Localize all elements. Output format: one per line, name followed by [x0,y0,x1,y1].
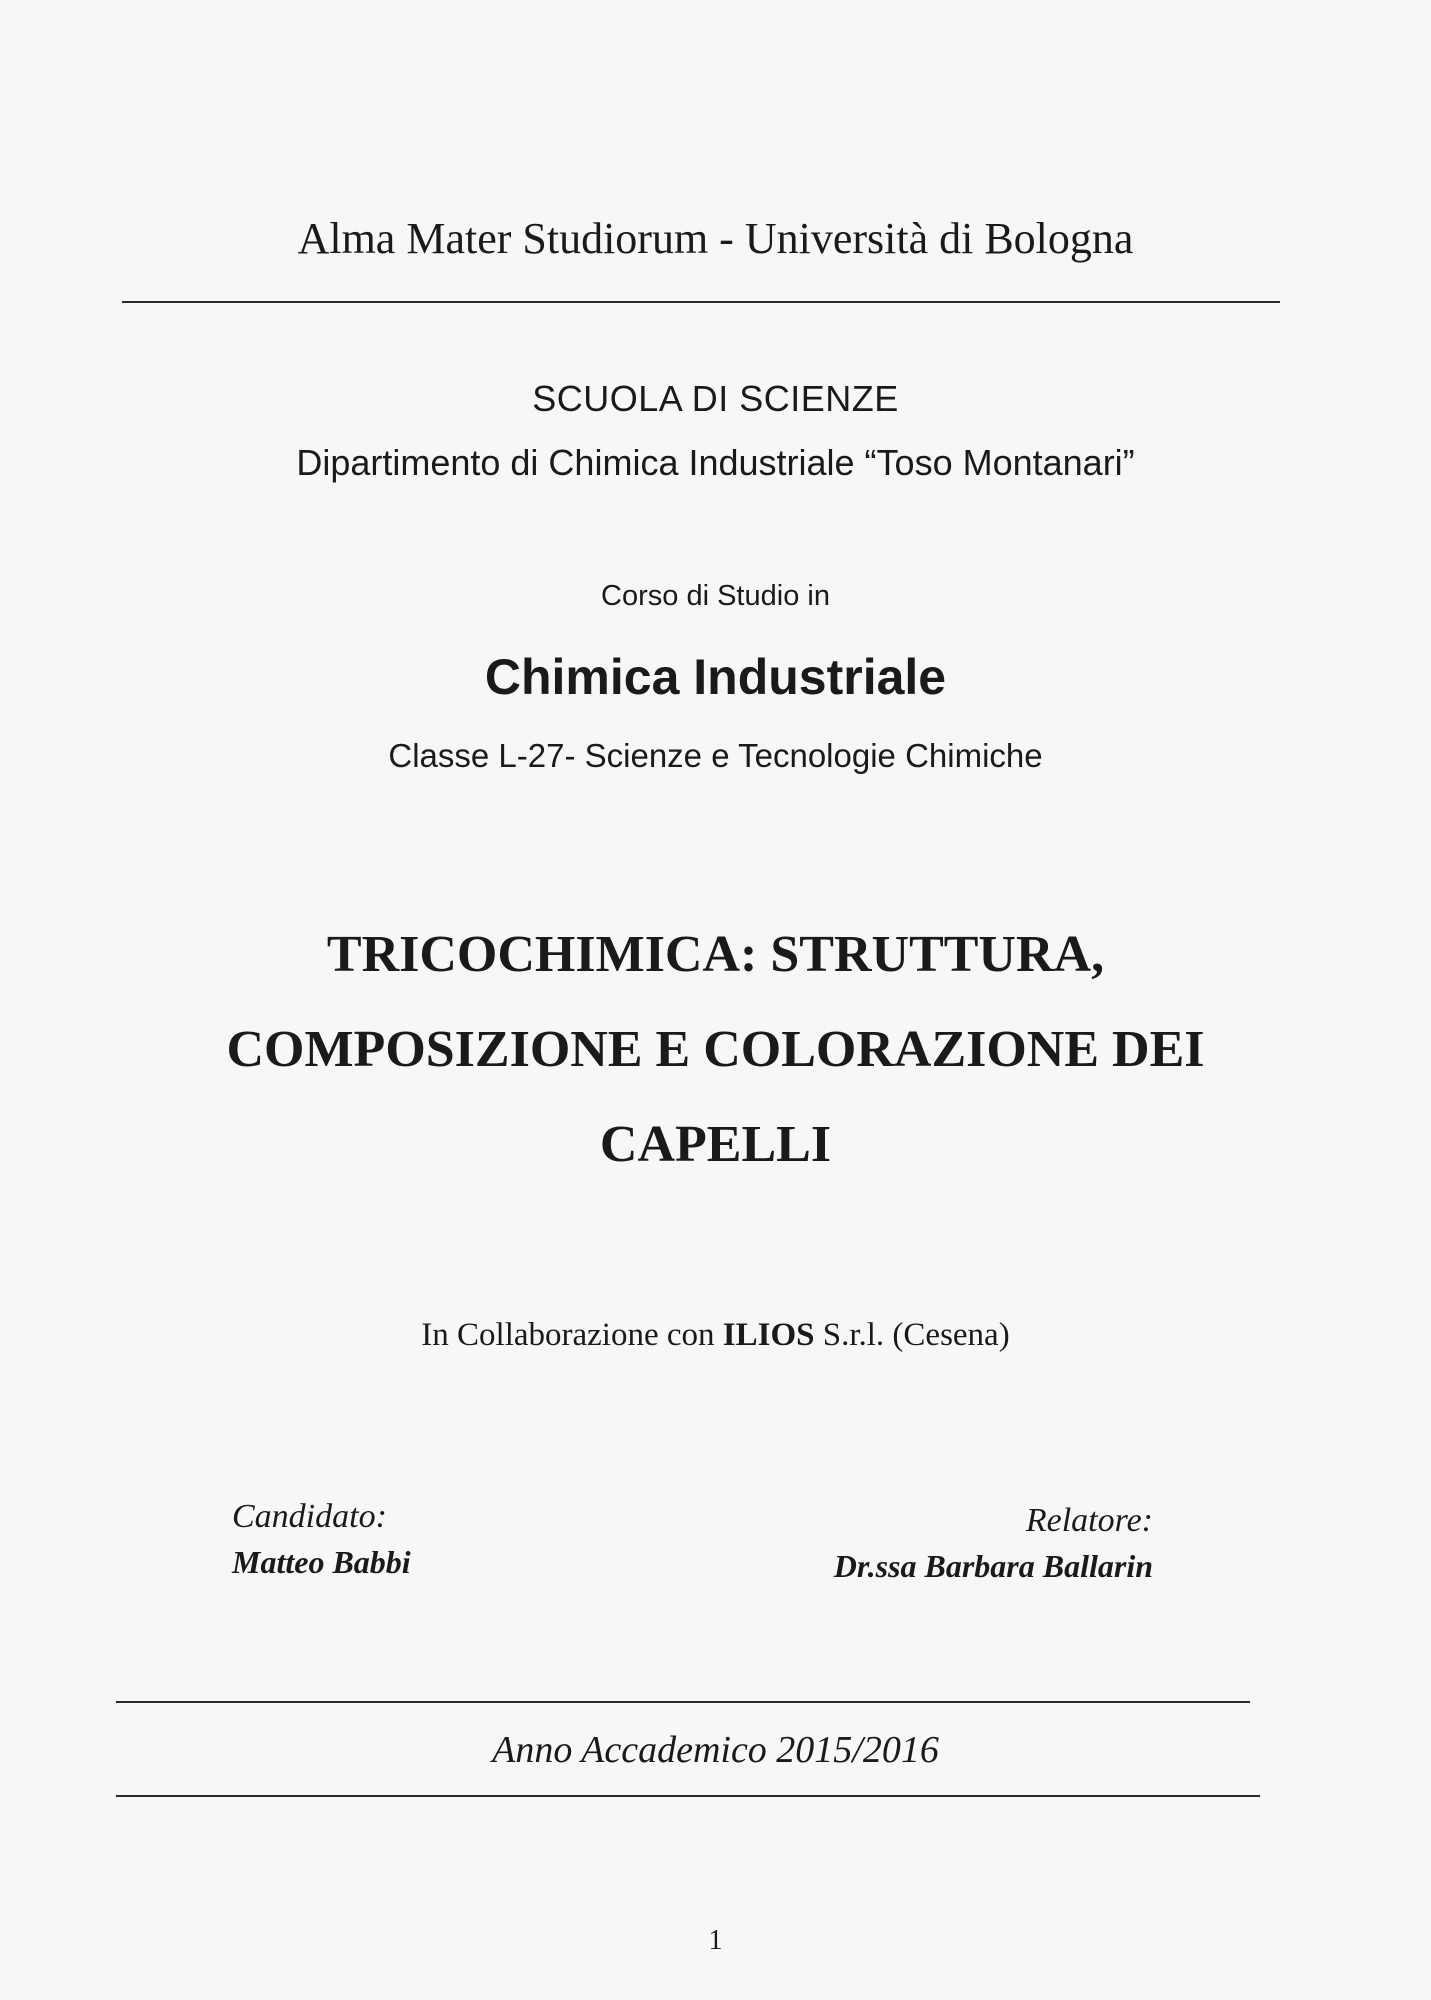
header-divider [122,301,1280,303]
course-class: Classe L-27- Scienze e Tecnologie Chimiche [388,737,1043,774]
thesis-title-line-1: TRICOCHIMICA: STRUTTURA, [326,926,1105,983]
collaboration-company: ILIOS [722,1317,815,1353]
page-number: 1 [708,1925,723,1956]
collaboration-suffix: S.r.l. (Cesena) [814,1317,1010,1353]
footer-divider-top [116,1701,1250,1703]
candidate-name: Matteo Babbi [232,1544,411,1580]
academic-year: Anno Accademico 2015/2016 [492,1729,939,1771]
collaboration-prefix: In Collaborazione con [421,1317,723,1353]
course-name: Chimica Industriale [484,649,947,705]
supervisor-name: Dr.ssa Barbara Ballarin [833,1548,1153,1584]
footer-divider-bottom [116,1795,1260,1797]
school-name: SCUOLA DI SCIENZE [532,378,899,419]
department-name: Dipartimento di Chimica Industriale “Toso Montanari” [296,442,1135,483]
thesis-title-line-2: COMPOSIZIONE E COLORAZIONE DEI [226,1021,1205,1078]
thesis-title-line-3: CAPELLI [599,1116,832,1173]
supervisor-label: Relatore: [1025,1502,1153,1539]
course-intro: Corso di Studio in [601,580,830,612]
collaboration-line [0,1317,1431,1354]
candidate-label: Candidato: [232,1498,387,1535]
university-name: Alma Mater Studiorum - Università di Bologna [297,214,1134,263]
